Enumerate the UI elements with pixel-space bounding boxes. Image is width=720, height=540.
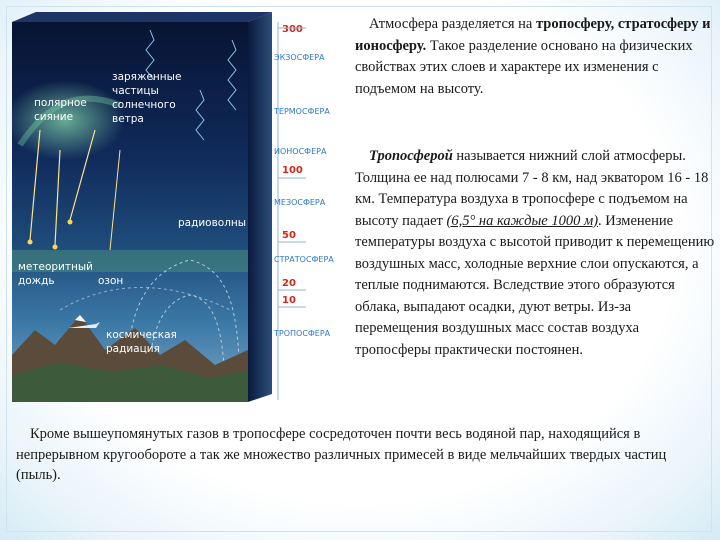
- paragraph-water-vapor: [16, 424, 706, 486]
- svg-text:космическая: космическая: [106, 329, 177, 341]
- svg-text:ТРОПОСФЕРА: ТРОПОСФЕРА: [274, 329, 331, 338]
- svg-text:сияние: сияние: [34, 111, 74, 123]
- p3-text: Кроме вышеупомянутых газов в тропосфере сосредоточен почти весь водяной пар, находящийся в непрерывном кругообороте а так же множество различных примесей в виде мельчайших твердых частиц (пыль).: [16, 426, 667, 483]
- svg-text:ТЕРМОСФЕРА: ТЕРМОСФЕРА: [274, 107, 330, 116]
- svg-text:дождь: дождь: [18, 275, 55, 287]
- p1-rest: Такое разделение основано на физических свойствах этих слоев и характере их изменения с подъемом на высоту.: [355, 37, 693, 97]
- paragraph-troposphere: [355, 146, 715, 361]
- svg-text:солнечного: солнечного: [112, 99, 176, 111]
- box-side: [248, 12, 272, 402]
- p2-emphasis: (6,5° на каждые 1000 м): [446, 212, 599, 229]
- svg-text:20: 20: [282, 278, 296, 289]
- svg-text:полярное: полярное: [34, 97, 87, 109]
- svg-text:МЕЗОСФЕРА: МЕЗОСФЕРА: [274, 198, 326, 207]
- svg-text:метеоритный: метеоритный: [18, 261, 93, 273]
- p2-part2: . Изменение температуры воздуха с высотой приводит к перемещению воздушных масс, холодные верхние слои опускаются, а теплые поднимаются. Вследствие этого образуются облака, выпадают осадки, дуют ветры. Из-за перемещения воздушных масс состав воздуха тропосферы практически постоянен.: [355, 212, 715, 358]
- svg-text:10: 10: [282, 295, 296, 306]
- svg-text:300: 300: [282, 24, 303, 35]
- svg-text:частицы: частицы: [112, 85, 159, 97]
- box-top: [12, 12, 272, 22]
- svg-text:ЭКЗОСФЕРА: ЭКЗОСФЕРА: [274, 53, 325, 62]
- atmosphere-illustration: [0, 10, 350, 410]
- p1-bold-layers: тропосферу, стратосферу и ионосферу.: [355, 16, 711, 54]
- svg-text:ветра: ветра: [112, 113, 144, 125]
- label-ozone: озон: [98, 275, 124, 287]
- svg-text:50: 50: [282, 230, 296, 241]
- p1-lead: Атмосфера разделяется на: [369, 16, 536, 32]
- altitude-scale: [278, 22, 306, 400]
- p2-part1: называется нижний слой атмосферы. Толщина ее над полюсами 7 - 8 км, над экватором 16 - 18 км. Температура воздуха в тропосфере с подъемом на высоту падает: [355, 148, 709, 229]
- svg-text:ИОНОСФЕРА: ИОНОСФЕРА: [274, 147, 327, 156]
- svg-text:СТРАТОСФЕРА: СТРАТОСФЕРА: [274, 255, 334, 264]
- paragraph-atmosphere-division: [355, 14, 715, 100]
- svg-text:радиация: радиация: [106, 343, 160, 355]
- p2-term: Тропосферой: [369, 148, 453, 164]
- svg-text:100: 100: [282, 165, 303, 176]
- svg-text:заряженные: заряженные: [112, 71, 182, 83]
- label-radio-waves: радиоволны: [178, 217, 247, 229]
